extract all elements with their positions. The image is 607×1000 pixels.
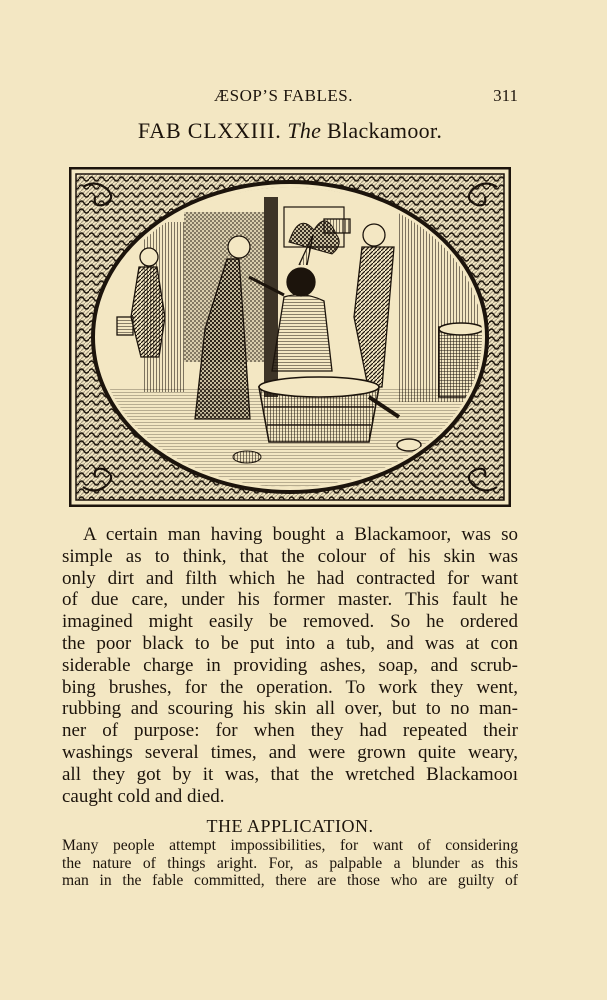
fable-title-word: Blackamoor.: [327, 118, 443, 143]
soap-dish: [397, 439, 421, 451]
wash-tub: [259, 377, 379, 442]
body-line: siderable charge in providing ashes, soap, and scrub-: [62, 654, 518, 676]
body-line: imagined might easily be removed. So he ordered: [62, 611, 518, 633]
fable-title: [62, 118, 518, 144]
fable-number: FAB CLXXIII.: [137, 118, 282, 143]
page-number: 311: [493, 86, 518, 105]
body-line: simple as to think, that the colour of his skin was: [62, 545, 518, 567]
application-line: the nature of things aright. For, as palpable a blunder as this: [62, 854, 518, 872]
body-line: A certain man having bought a Blackamoor, was so: [83, 524, 518, 545]
body-line: washings several times, and were grown quite weary,: [62, 741, 518, 763]
application-text: [62, 837, 518, 890]
body-line: of due care, under his former master. This fault he: [62, 589, 518, 611]
running-title: ÆSOP’S FABLES.: [214, 86, 353, 105]
body-line: all they got by it was, that the wretched Blackamooı: [62, 763, 518, 785]
body-line: only dirt and filth which he had contracted for want: [62, 567, 518, 589]
woodcut-illustration: [69, 167, 511, 507]
body-line: bing brushes, for the operation. To work they went,: [62, 676, 518, 698]
application-line: Many people attempt impossibilities, for want of considering: [62, 837, 518, 854]
body-line: the poor black to be put into a tub, and was at con: [62, 632, 518, 654]
application-heading: THE APPLICATION.: [206, 816, 374, 836]
body-line: rubbing and scouring his skin all over, but to no man-: [62, 698, 518, 720]
scrub-brush: [233, 451, 261, 463]
fable-title-article: The: [287, 118, 322, 143]
body-line: caught cold and died.: [62, 785, 225, 807]
body-line: ner of purpose: for when they had repeated their: [62, 720, 518, 742]
fable-body: [62, 524, 518, 807]
application-line: man in the fable committed, there are those who are guilty of: [62, 872, 518, 889]
running-head: [62, 86, 518, 110]
